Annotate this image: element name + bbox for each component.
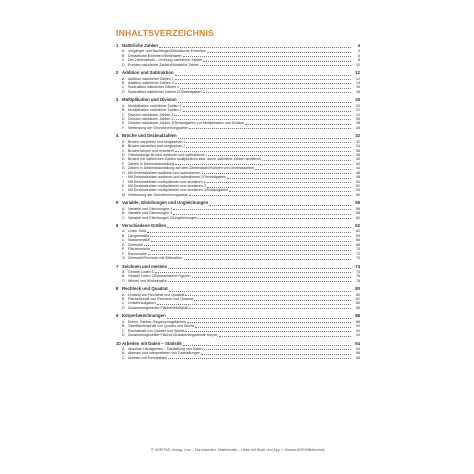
entry-letter: G xyxy=(122,256,125,261)
entry-letter: D xyxy=(122,89,125,94)
entry-page: 34 xyxy=(356,144,360,149)
toc-title: INHALTSVERZEICHNIS xyxy=(116,28,214,38)
entry-label: Der Zahlenstrahl – Ordnung natürlicher Zahlen xyxy=(128,58,203,63)
entry-label: Variable und Gleichungen 1 xyxy=(128,206,173,211)
entry-label: Mit Dezimalzahlen addieren und subtrahieren 2/Textaufgaben xyxy=(128,175,226,180)
entry-label: Multiplikation natürlicher Zahlen 1 xyxy=(128,103,182,108)
entry-letter: M xyxy=(122,192,125,197)
leader-dots xyxy=(183,56,351,57)
entry-page: 18 xyxy=(356,89,360,94)
entry-page: 26 xyxy=(356,116,360,121)
entry-letter: D xyxy=(122,62,125,67)
entry-label: Zahlen in Dezimaldarstellung auf dem Zahlenstrahl/Runden von Dezimalzahlen xyxy=(128,166,255,171)
entry-label: Division natürlicher Zahlen 2 xyxy=(128,116,174,121)
entry-letter: H xyxy=(122,170,125,175)
entry-letter: L xyxy=(122,188,124,193)
entry-letter: B xyxy=(122,108,125,113)
leader-dots xyxy=(204,173,351,174)
chapter-number: 2 xyxy=(116,70,119,76)
leader-dots xyxy=(183,106,351,107)
entry-label: Gerade Linien 1 xyxy=(128,269,154,274)
entry-page: 74 xyxy=(356,269,360,274)
entry-label: Massenmaße xyxy=(128,238,150,243)
entry-page: 56 xyxy=(356,206,360,211)
leader-dots xyxy=(168,358,351,359)
entry-label: Rauminhalt von Quader und Würfel xyxy=(128,328,185,333)
chapter-title: Variable, Gleichungen und Ungleichungen xyxy=(122,200,209,206)
entry-page: 76 xyxy=(356,274,360,279)
entry-label: Brüche darstellen und vergleichen 1 xyxy=(128,139,186,144)
entry-label: Zusammengesetzte Flächen/Maßstab xyxy=(128,305,189,310)
leader-dots xyxy=(186,147,351,148)
entry-label: Addition natürlicher Zahlen 2 xyxy=(128,80,174,85)
entry-letter: C xyxy=(122,328,125,333)
entry-label: Umfang von Rechteck und Quadrat xyxy=(128,292,185,297)
chapter-page: 88 xyxy=(355,313,360,319)
entry-page: 86 xyxy=(356,305,360,310)
entry-letter: E xyxy=(122,121,125,126)
entry-label: Variable und Gleichungen 2 xyxy=(128,211,173,216)
leader-dots xyxy=(175,79,351,80)
entry-page: 28 xyxy=(356,121,360,126)
entry-letter: B xyxy=(122,274,125,279)
leader-dots xyxy=(150,236,351,237)
entry-page: 10 xyxy=(356,62,360,67)
chapter-title: Arbeiten mit Daten – Statistik xyxy=(122,340,182,346)
leader-dots xyxy=(175,151,351,152)
chapter-page: 56 xyxy=(355,200,360,206)
chapter-number: 7 xyxy=(116,263,119,269)
entry-letter: B xyxy=(122,297,125,302)
chapter-title: Körperberechnungen xyxy=(122,313,166,319)
entry-letter: A xyxy=(122,139,125,144)
entry-label: Brüche mit natürlichen Zahlen multiplizieren bzw. durch natürliche Zahlen dividieren xyxy=(128,157,261,162)
leader-dots xyxy=(200,65,351,66)
leader-dots xyxy=(245,124,351,125)
chapter-section xyxy=(116,200,360,223)
entry-label: Verbindung der Grundrechnungsarten xyxy=(128,125,189,130)
chapter-section xyxy=(116,341,360,361)
entry-page: 92 xyxy=(356,328,360,333)
entry-page: 32 xyxy=(356,139,360,144)
entry-letter: C xyxy=(122,238,125,243)
leader-dots xyxy=(192,277,351,278)
entry-label: Ecken, Kanten, Begrenzungsflächen xyxy=(128,319,187,324)
entry-page: 80 xyxy=(356,292,360,297)
leader-dots xyxy=(189,128,351,129)
chapter-number: 9 xyxy=(116,313,119,319)
entry-page: 24 xyxy=(356,112,360,117)
leader-dots xyxy=(204,349,351,350)
entry-page: 22 xyxy=(356,108,360,113)
chapter-section xyxy=(116,43,360,70)
entry-label: Umkehraufgaben xyxy=(128,301,156,306)
entry-label: Zusammengesetzte Flächen/Zusammengesetzte Körper xyxy=(128,333,218,338)
chapter-page: 20 xyxy=(355,97,360,103)
entry-page: 93 xyxy=(356,333,360,338)
entry-letter: A xyxy=(122,292,125,297)
entry-page: 70 xyxy=(356,247,360,252)
chapter-page: 62 xyxy=(355,223,360,229)
chapter-number: 3 xyxy=(116,97,119,103)
entry-label: Flächenmaße xyxy=(128,247,150,252)
entry-page: 78 xyxy=(356,278,360,283)
entry-label: Ablesen und Interpretieren von Darstellungen xyxy=(128,351,201,356)
entry-label: Runden natürlicher Zahlen/Römische Zahlen xyxy=(128,62,200,67)
entry-letter: B xyxy=(122,211,125,216)
entry-page: 54 xyxy=(356,188,360,193)
chapter-number: 8 xyxy=(116,286,119,292)
entry-label: Subtraktion natürlicher Zahlen 1 xyxy=(128,85,179,90)
leader-dots xyxy=(178,138,351,139)
toc-page xyxy=(116,28,360,360)
entry-label: Addition natürlicher Zahlen 1 xyxy=(128,76,174,81)
leader-dots xyxy=(207,52,351,53)
entry-label: Dekadische Einheiten/Stellenwert xyxy=(128,53,182,58)
entry-letter: C xyxy=(122,215,125,220)
leader-dots xyxy=(183,111,351,112)
entry-page: 44 xyxy=(356,166,360,171)
leader-dots xyxy=(178,102,351,103)
entry-label: Absolute Häufigkeiten – Darstellung von Daten xyxy=(128,346,203,351)
leader-dots xyxy=(173,214,351,215)
entry-letter: J xyxy=(122,179,124,184)
entry-label: Mit Dezimalzahlen addieren und subtrahieren 1 xyxy=(128,170,204,175)
copyright-footer: © VERITAS-Verlag, Linz – Durchstarten, Mathematik – Üben mit Buch und App 1. Klasse AHS/Mittelschule xyxy=(151,448,325,452)
leader-dots xyxy=(207,182,351,183)
entry-label: Variable und Gleichungen 3/Ungleichungen xyxy=(128,215,198,220)
entry-page: 90 xyxy=(356,324,360,329)
leader-dots xyxy=(147,232,351,233)
entry-label: Mit Dezimalzahlen multiplizieren und dividieren 2 xyxy=(128,184,206,189)
entry-label: Division natürlicher Zahlen 1 xyxy=(128,112,174,117)
toc-entry[interactable] xyxy=(116,356,360,360)
entry-page: 64 xyxy=(356,233,360,238)
entry-page: 66 xyxy=(356,238,360,243)
leader-dots xyxy=(186,142,351,143)
entry-page: 36 xyxy=(356,148,360,153)
entry-letter: F xyxy=(122,251,125,256)
leader-dots xyxy=(198,218,351,219)
chapter-number: 5 xyxy=(116,200,119,206)
entry-letter: A xyxy=(122,346,125,351)
entry-label: Gerade Linien 2/Symmetrische Figuren xyxy=(128,274,191,279)
entry-page: 96 xyxy=(356,351,360,356)
entry-label: Flächeninhalt von Rechteck und Quadrat xyxy=(128,297,194,302)
leader-dots xyxy=(185,295,351,296)
entry-letter: C xyxy=(122,278,125,283)
chapter-section xyxy=(116,286,360,313)
chapter-title: Brüche und Dezimalzahlen xyxy=(122,133,177,139)
entry-letter: C xyxy=(122,148,125,153)
leader-dots xyxy=(144,245,351,246)
entry-letter: G xyxy=(122,166,125,171)
chapter-title: Multiplikation und Division xyxy=(122,97,177,103)
entry-page: 60 xyxy=(356,215,360,220)
entry-page: 8 xyxy=(358,58,360,63)
leader-dots xyxy=(203,61,351,62)
leader-dots xyxy=(148,254,351,255)
entry-letter: D xyxy=(122,116,125,121)
chapter-section xyxy=(116,133,360,200)
leader-dots xyxy=(185,331,351,332)
leader-dots xyxy=(155,272,351,273)
entry-page: 46 xyxy=(356,170,360,175)
entry-label: Längenmaße xyxy=(128,233,150,238)
entry-page: 4 xyxy=(358,49,360,54)
entry-page: 20 xyxy=(356,103,360,108)
entry-label: Zeitmaße/Rechnen mit Zeitmaßen xyxy=(128,256,183,261)
entry-page: 48 xyxy=(356,175,360,180)
chapter-title: Rechteck und Quadrat xyxy=(122,286,168,292)
entry-page: 82 xyxy=(356,297,360,302)
leader-dots xyxy=(175,164,351,165)
entry-page: 42 xyxy=(356,161,360,166)
leader-dots xyxy=(167,318,351,319)
entry-label: Winkel und Winkelmaße xyxy=(128,278,167,283)
entry-page: 73 xyxy=(356,256,360,261)
entry-page: 88 xyxy=(356,319,360,324)
entry-letter: A xyxy=(122,49,125,54)
leader-dots xyxy=(159,47,351,48)
entry-page: 94 xyxy=(356,346,360,351)
chapter-title: Verschiedene Größen xyxy=(122,223,167,229)
leader-dots xyxy=(201,354,351,355)
entry-letter: B xyxy=(122,324,125,329)
toc-list xyxy=(116,43,360,360)
entry-page: 14 xyxy=(356,80,360,85)
leader-dots xyxy=(174,115,351,116)
leader-dots xyxy=(227,178,351,179)
leader-dots xyxy=(183,345,351,346)
chapter-section xyxy=(116,313,360,340)
chapter-number: 10 xyxy=(116,340,121,346)
entry-letter: A xyxy=(122,229,125,234)
entry-label: Unser Geld xyxy=(128,229,147,234)
entry-letter: A xyxy=(122,76,125,81)
entry-page: 58 xyxy=(356,211,360,216)
leader-dots xyxy=(157,304,351,305)
leader-dots xyxy=(180,88,351,89)
entry-letter: B xyxy=(122,233,125,238)
leader-dots xyxy=(262,160,351,161)
entry-label: Mit Dezimalzahlen multiplizieren und dividieren 3/Textaufgaben xyxy=(128,188,229,193)
entry-page: 52 xyxy=(356,184,360,189)
entry-page: 72 xyxy=(356,251,360,256)
entry-label: Brüche kürzen und erweitern xyxy=(128,148,174,153)
entry-letter: C xyxy=(122,58,125,63)
leader-dots xyxy=(219,336,351,337)
leader-dots xyxy=(174,119,351,120)
entry-letter: D xyxy=(122,333,125,338)
chapter-title: Addition und Subtraktion xyxy=(122,70,174,76)
leader-dots xyxy=(169,291,351,292)
chapter-section xyxy=(116,264,360,287)
entry-letter: E xyxy=(122,157,125,162)
entry-label: Oberflächeninhalt von Quader und Würfel xyxy=(128,324,195,329)
leader-dots xyxy=(229,191,351,192)
entry-page: 98 xyxy=(356,355,360,360)
leader-dots xyxy=(195,327,351,328)
leader-dots xyxy=(206,155,351,156)
chapter-page: 94 xyxy=(355,340,360,346)
entry-page: 12 xyxy=(356,76,360,81)
chapter-section xyxy=(116,70,360,97)
entry-page: 68 xyxy=(356,242,360,247)
entry-letter: K xyxy=(122,184,125,189)
leader-dots xyxy=(173,209,351,210)
entry-label: Vorgänger und Nachfolger/Dekadische Einheiten xyxy=(128,49,206,54)
entry-letter: D xyxy=(122,305,125,310)
chapter-page: 4 xyxy=(357,42,360,48)
entry-letter: F xyxy=(122,161,125,166)
entry-letter: D xyxy=(122,242,125,247)
chapter-page: 32 xyxy=(355,133,360,139)
chapter-page: 12 xyxy=(355,70,360,76)
chapter-section xyxy=(116,223,360,263)
entry-letter: B xyxy=(122,80,125,85)
entry-letter: I xyxy=(122,175,123,180)
leader-dots xyxy=(175,83,351,84)
entry-letter: A xyxy=(122,103,125,108)
entry-letter: C xyxy=(122,112,125,117)
entry-letter: D xyxy=(122,152,125,157)
entry-page: 30 xyxy=(356,125,360,130)
entry-label: Division natürlicher Zahlen 3/Textaufgaben zur Multiplikation und Division xyxy=(128,121,245,126)
leader-dots xyxy=(209,205,351,206)
entry-page: 40 xyxy=(356,157,360,162)
entry-letter: C xyxy=(122,355,125,360)
entry-page: 6 xyxy=(358,53,360,58)
entry-label: Gleichnamige Brüche addieren und subtrahieren xyxy=(128,152,206,157)
entry-label: Brüche darstellen und vergleichen 2 xyxy=(128,144,186,149)
entry-label: Verbindung der Grundrechnungsarten xyxy=(128,192,189,197)
entry-letter: B xyxy=(122,53,125,58)
leader-dots xyxy=(175,75,351,76)
leader-dots xyxy=(194,300,351,301)
chapter-title: Zeichnen und messen xyxy=(122,263,168,269)
entry-page: 55 xyxy=(356,192,360,197)
leader-dots xyxy=(207,187,351,188)
chapter-title: Natürliche Zahlen xyxy=(122,42,159,48)
entry-label: Subtraktion natürlicher Zahlen 2/Textaufgaben xyxy=(128,89,202,94)
leader-dots xyxy=(203,92,351,93)
entry-label: Zahlen in Dezimaldarstellung xyxy=(128,161,175,166)
entry-letter: A xyxy=(122,269,125,274)
entry-letter: B xyxy=(122,351,125,356)
entry-label: Mit Dezimalzahlen multiplizieren und dividieren 1 xyxy=(128,179,206,184)
entry-page: 38 xyxy=(356,152,360,157)
entry-letter: A xyxy=(122,206,125,211)
entry-page: 16 xyxy=(356,85,360,90)
chapter-number: 1 xyxy=(116,42,119,48)
leader-dots xyxy=(184,259,351,260)
chapter-page: 80 xyxy=(355,286,360,292)
leader-dots xyxy=(151,250,351,251)
entry-letter: C xyxy=(122,301,125,306)
entry-label: Raummaße xyxy=(128,251,147,256)
entry-page: 84 xyxy=(356,301,360,306)
leader-dots xyxy=(189,308,351,309)
entry-label: Arbeiten mit Kennzahlen xyxy=(128,355,168,360)
entry-label: Multiplikation natürlicher Zahlen 2 xyxy=(128,108,182,113)
leader-dots xyxy=(151,241,351,242)
chapter-number: 4 xyxy=(116,133,119,139)
leader-dots xyxy=(168,281,351,282)
entry-letter: A xyxy=(122,319,125,324)
entry-letter: B xyxy=(122,144,125,149)
chapter-page: 74 xyxy=(355,263,360,269)
chapter-section xyxy=(116,97,360,133)
leader-dots xyxy=(189,195,351,196)
entry-label: Zeitmaße xyxy=(128,242,144,247)
leader-dots xyxy=(187,322,351,323)
chapter-number: 6 xyxy=(116,223,119,229)
entry-letter: C xyxy=(122,85,125,90)
entry-letter: E xyxy=(122,247,125,252)
entry-letter: F xyxy=(122,125,125,130)
leader-dots xyxy=(255,169,351,170)
entry-page: 50 xyxy=(356,179,360,184)
entry-page: 62 xyxy=(356,229,360,234)
leader-dots xyxy=(168,268,351,269)
leader-dots xyxy=(167,227,351,228)
